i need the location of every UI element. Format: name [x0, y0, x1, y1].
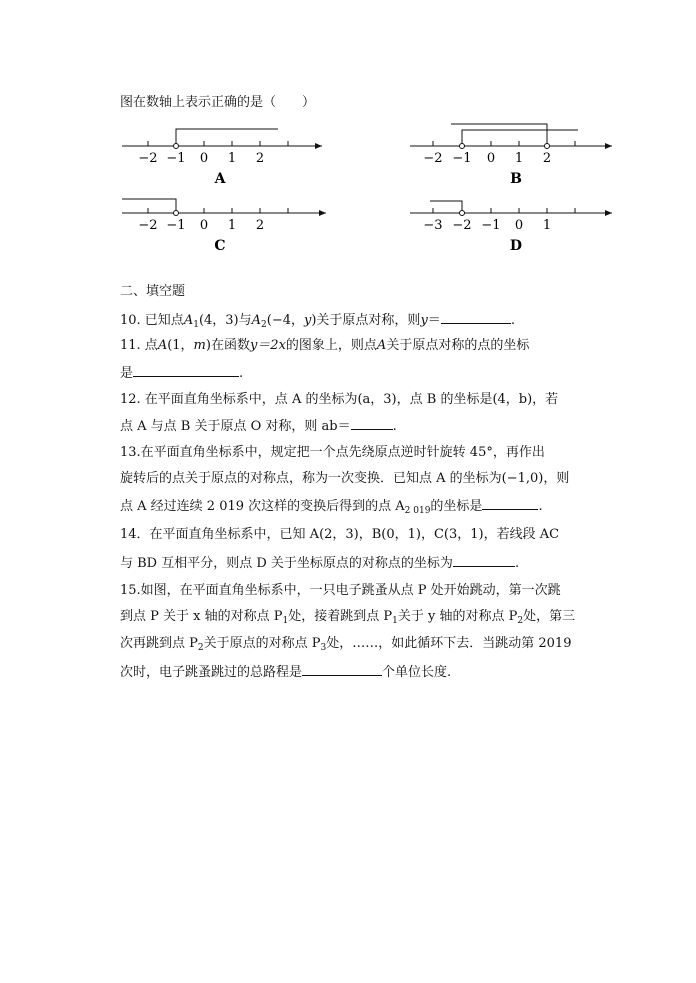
- tick-label: 2: [255, 218, 265, 233]
- axis-arrow: [315, 143, 322, 149]
- tick-label: 2: [255, 151, 265, 166]
- axis-arrow: [605, 210, 612, 216]
- tick-label: −1: [166, 218, 186, 233]
- answer-blank[interactable]: [441, 311, 511, 324]
- answer-blank[interactable]: [133, 364, 239, 377]
- option-label-d: D: [509, 238, 523, 254]
- option-label-a: A: [214, 171, 226, 187]
- solution-bracket: [430, 201, 462, 213]
- solution-bracket: [462, 130, 578, 146]
- open-endpoint: [460, 144, 465, 149]
- tick-marks: [148, 141, 288, 146]
- tick-marks: [433, 141, 575, 146]
- question-15-line-3: 次再跳到点 $P_2$关于原点的对称点 $P_3$处，……，如此循环下去．当跳动第 2019: [120, 636, 572, 653]
- open-endpoint: [174, 211, 179, 216]
- answer-blank[interactable]: [351, 417, 393, 430]
- solution-bracket: [451, 124, 547, 146]
- answer-blank[interactable]: [453, 554, 515, 567]
- axis-arrow: [319, 210, 326, 216]
- question-14-line-1: 14．在平面直角坐标系中，已知 A(2，3)，B(0，1)，C(3，1)，若线段 AC: [120, 527, 560, 542]
- section-title: 二、填空题: [120, 284, 186, 299]
- question-14-line-2: 与 BD 互相平分，则点 D 关于坐标原点的对称点的坐标为 .: [120, 556, 520, 571]
- axis-arrow: [605, 143, 612, 149]
- tick-label: 1: [542, 218, 552, 233]
- tick-marks: [148, 208, 288, 213]
- option-label-b: B: [510, 171, 522, 187]
- tick-label: 0: [486, 151, 496, 166]
- number-line-figures: [0, 0, 696, 270]
- question-15-line-2: 到点 P 关于 x 轴的对称点 $P_1$处，接着跳到点 $P_1$关于 y 轴的对称点 $P_2$处，第三: [120, 609, 576, 626]
- tick-label: −2: [138, 218, 158, 233]
- solution-bracket: [176, 129, 278, 146]
- option-label-c: C: [214, 238, 226, 254]
- tick-label: −1: [452, 151, 472, 166]
- tick-label: 1: [227, 151, 237, 166]
- question-10: 10. 已知点$A_1(4$，3)与$A_2(-4$，y)关于原点对称，则y＝ .: [120, 313, 515, 330]
- question-13-line-2: 旋转后的点关于原点的对称点，称为一次变换．已知点 A 的坐标为(−1,0)，则: [120, 471, 570, 486]
- solution-bracket: [122, 199, 176, 213]
- question-12-line-1: 12. 在平面直角坐标系中，点 A 的坐标为(a，3)，点 B 的坐标是(4，b)，若: [120, 392, 559, 407]
- open-endpoint: [174, 144, 179, 149]
- tick-label: 0: [199, 151, 209, 166]
- tick-label: 0: [514, 218, 524, 233]
- question-stem: 图在数轴上表示正确的是（ ）: [120, 95, 316, 110]
- answer-blank[interactable]: [482, 497, 538, 510]
- option-b-number-line[interactable]: [410, 124, 612, 187]
- tick-label: 2: [542, 151, 552, 166]
- tick-label: 1: [227, 218, 237, 233]
- tick-label: 1: [514, 151, 524, 166]
- option-a-number-line[interactable]: [122, 129, 322, 187]
- answer-blank[interactable]: [302, 663, 382, 676]
- tick-label: 0: [199, 218, 209, 233]
- question-12-line-2: 点 A 与点 B 关于原点 O 对称，则 ab＝ .: [120, 419, 397, 434]
- tick-label: −2: [452, 218, 472, 233]
- option-c-number-line[interactable]: [122, 199, 326, 254]
- tick-label: −2: [138, 151, 158, 166]
- tick-label: −1: [481, 218, 501, 233]
- question-13-line-1: 13.在平面直角坐标系中，规定把一个点先绕原点逆时针旋转 45°，再作出: [120, 445, 545, 460]
- open-endpoint: [460, 211, 465, 216]
- question-11-line-2: 是 .: [120, 366, 244, 381]
- tick-label: −3: [423, 218, 443, 233]
- tick-marks: [433, 208, 575, 213]
- open-endpoint: [545, 144, 550, 149]
- question-13-line-3: 点 A 经过连续 2 019 次这样的变换后得到的点 $A_{2 019}$的坐标是 .: [120, 499, 543, 516]
- question-15-line-1: 15.如图，在平面直角坐标系中，一只电子跳蚤从点 P 处开始跳动，第一次跳: [120, 583, 561, 598]
- tick-label: −2: [423, 151, 443, 166]
- option-d-number-line[interactable]: [410, 201, 612, 254]
- question-11-line-1: 11. 点A(1，m)在函数y＝2x的图象上，则点A关于原点对称的点的坐标: [120, 338, 530, 353]
- tick-label: −1: [166, 151, 186, 166]
- question-15-line-4: 次时，电子跳蚤跳过的总路程是 个单位长度.: [120, 665, 452, 680]
